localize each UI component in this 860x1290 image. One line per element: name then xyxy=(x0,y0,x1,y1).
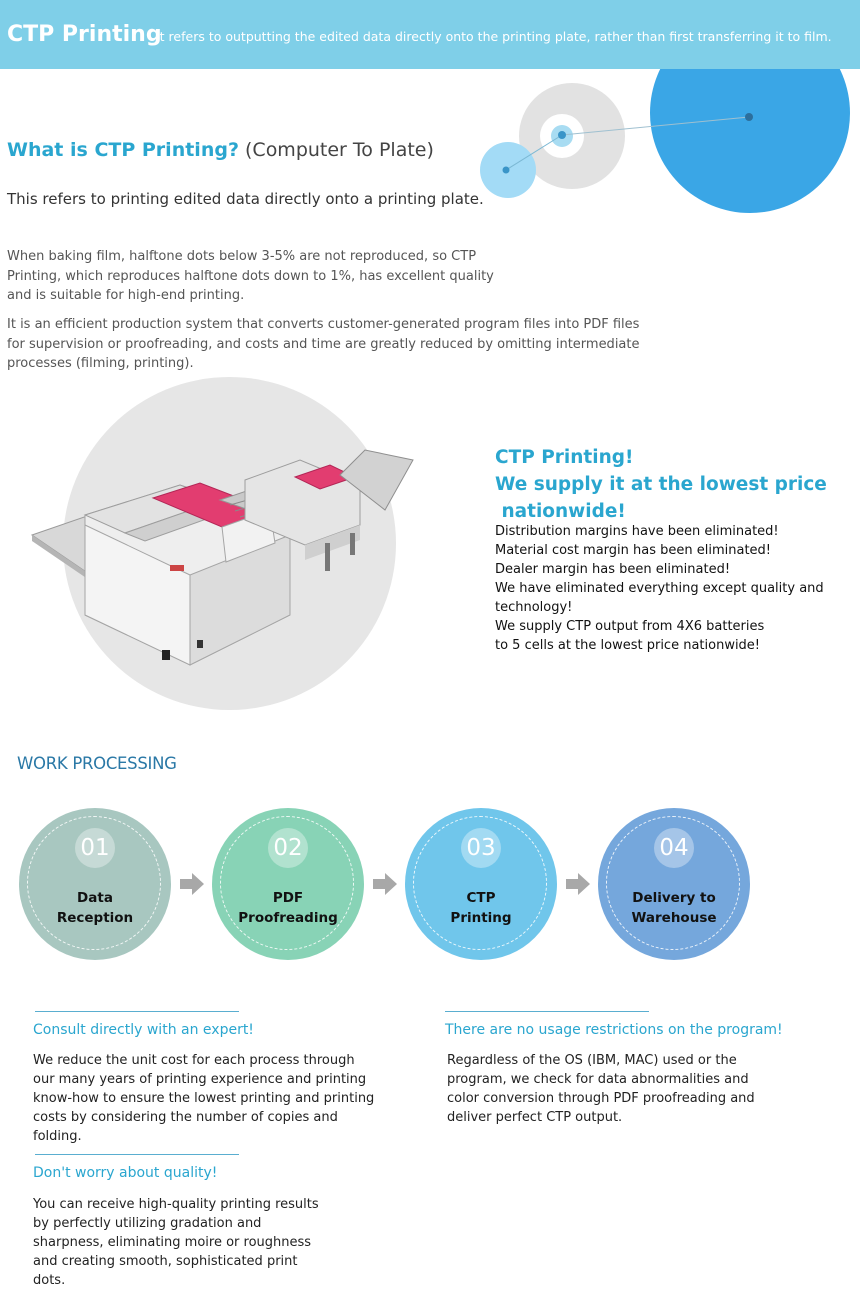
paragraph-halftone: When baking film, halftone dots below 3-5% are not reproduced, so CTP Printing, which reproduces halftone dots down to 1%, has excellent quality and is suitable for high-end printing. xyxy=(7,249,494,303)
paragraph-production-system: It is an efficient production system that converts customer-generated program files into PDF files for supervision or proofreading, and costs and time are greatly reduced by omitting intermediate processes (filming, printing). xyxy=(7,317,640,371)
promo-line: We have eliminated everything except quality and technology! xyxy=(495,581,824,615)
arrow-right-icon xyxy=(373,873,397,895)
step-label-line: Printing xyxy=(450,910,512,926)
step-label xyxy=(598,888,750,928)
section-title-strong: What is CTP Printing? xyxy=(7,139,239,161)
info-body-quality: You can receive high-quality printing results by perfectly utilizing gradation and sharpness, eliminating moire or roughness and creating smooth, sophisticated print dots. xyxy=(33,1197,319,1288)
promo-line: Distribution margins have been eliminated! xyxy=(495,524,779,539)
step-label-line: Reception xyxy=(56,910,134,926)
process-step-4 xyxy=(598,808,750,960)
step-label-line: Warehouse xyxy=(631,910,717,926)
step-label-line: CTP xyxy=(466,890,496,906)
divider-line xyxy=(35,1011,239,1012)
info-body-no-restrictions: Regardless of the OS (IBM, MAC) used or the program, we check for data abnormalities and color conversion through PDF proofreading and deliver perfect CTP output. xyxy=(447,1053,755,1125)
promo-heading-line: nationwide! xyxy=(495,501,626,522)
step-label-line: Proofreading xyxy=(238,910,338,926)
ctp-machine-image xyxy=(30,415,420,695)
promo-line: We supply CTP output from 4X6 batteries xyxy=(495,619,765,634)
promo-line: to 5 cells at the lowest price nationwide! xyxy=(495,638,761,653)
step-label xyxy=(19,888,171,928)
large-blue-circle xyxy=(650,69,850,213)
section-title-light: (Computer To Plate) xyxy=(238,139,434,161)
promo-line: Material cost margin has been eliminated! xyxy=(495,543,772,558)
node-dot xyxy=(503,167,510,174)
step-label xyxy=(405,888,557,928)
process-step-1 xyxy=(19,808,171,960)
arrow-right-icon xyxy=(566,873,590,895)
promo-line: Dealer margin has been eliminated! xyxy=(495,562,731,577)
work-processing-title: WORK PROCESSING xyxy=(17,754,177,773)
decorative-circles-graphic xyxy=(470,69,860,219)
divider-line xyxy=(445,1011,649,1012)
info-title-no-restrictions: There are no usage restrictions on the program! xyxy=(445,1022,783,1038)
step-number: 03 xyxy=(461,828,501,868)
node-dot xyxy=(558,131,566,139)
promo-list xyxy=(495,522,825,655)
process-step-2 xyxy=(212,808,364,960)
info-body-consult: We reduce the unit cost for each process through our many years of printing experience and printing know-how to ensure the lowest printing and printing costs by considering the number of copies and folding. xyxy=(33,1053,375,1144)
process-step-3 xyxy=(405,808,557,960)
page-title: CTP Printing xyxy=(7,22,162,47)
section-lead: This refers to printing edited data directly onto a printing plate. xyxy=(7,190,484,208)
step-label-line: PDF xyxy=(272,890,304,906)
promo-heading xyxy=(495,444,835,525)
arrow-right-icon xyxy=(180,873,204,895)
page-subtitle: It refers to outputting the edited data directly onto the printing plate, rather than first transferring it to film. xyxy=(156,29,832,44)
step-label xyxy=(212,888,364,928)
info-title-consult: Consult directly with an expert! xyxy=(33,1022,254,1038)
step-number: 02 xyxy=(268,828,308,868)
promo-heading-line: CTP Printing! xyxy=(495,447,634,468)
node-dot xyxy=(745,113,753,121)
step-number: 04 xyxy=(654,828,694,868)
promo-heading-line: We supply it at the lowest price xyxy=(495,474,827,495)
step-label-line: Data xyxy=(77,890,113,906)
step-label-line: Delivery to xyxy=(632,890,716,906)
info-title-quality: Don't worry about quality! xyxy=(33,1165,218,1181)
step-number: 01 xyxy=(75,828,115,868)
section-title-what-is-ctp xyxy=(7,139,434,161)
divider-line xyxy=(35,1154,239,1155)
